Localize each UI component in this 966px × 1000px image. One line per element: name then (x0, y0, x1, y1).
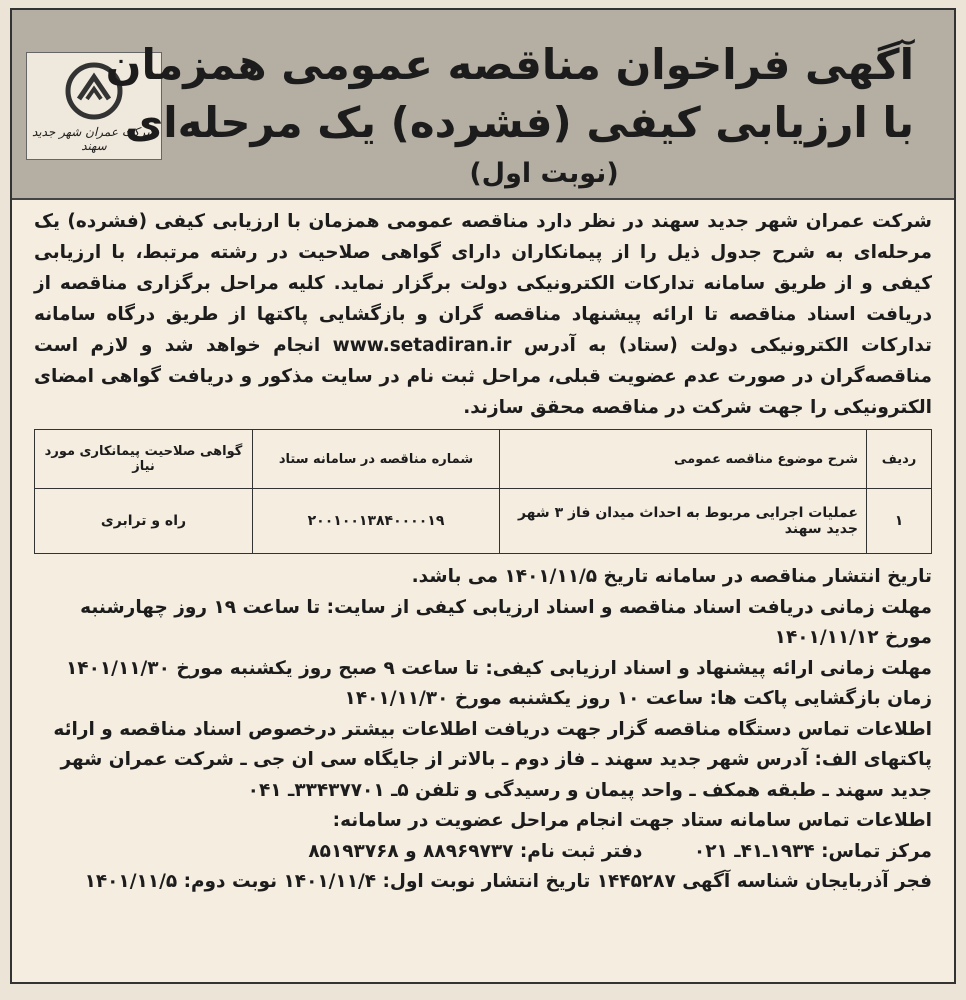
notice-header (12, 10, 954, 200)
cell-tender-number (253, 489, 500, 554)
table-header-row (35, 430, 932, 489)
setad-contact-numbers (34, 837, 932, 868)
company-logo-text: شرکت عمران شهر جدید سهند (31, 125, 157, 153)
publication-footer: فجر آذربایجان شناسه آگهی ۱۴۴۵۲۸۷ تاریخ انتشار نوبت اول: ۱۴۰۱/۱۱/۴ نوبت دوم: ۱۴۰۱/۱۱/۵ (84, 871, 932, 892)
headline-line-2: با ارزیابی کیفی (فشرده) یک مرحله‌ای (124, 98, 914, 147)
registration-office: دفتر ثبت نام: ۸۸۹۶۹۷۳۷ و ۸۵۱۹۳۷۶۸ (308, 840, 643, 862)
header-row-number: ردیف (867, 430, 932, 489)
intro-part-1: شرکت عمران شهر جدید سهند در نظر دارد مناقصه عمومی همزمان با ارزیابی کیفی (فشرده) یک مرحله‌ای به شرح جدول ذیل را از پیمانکاران دارای گواهی صلاحیت در رشته مرتبط، با ارزیابی کیفی و از طریق سامانه تدارکات الکترونیکی دولت برگزار نماید. کلیه مراحل برگزاری مناقصه از دریافت اسناد مناقصه تا ارائه پیشنهاد مناقصه گران و بازگشایی پاکتها از طریق درگاه سامانه تدارکات الکترونیکی دولت (ستاد) به آدرس (34, 211, 932, 356)
cell-row-number: ۱ (867, 489, 932, 554)
tender-table (34, 429, 932, 554)
publish-date: تاریخ انتشار مناقصه در سامانه تاریخ ۱۴۰۱/۱۱/۵ می باشد. (411, 566, 932, 587)
documents-deadline: مهلت زمانی دریافت اسناد مناقصه و اسناد ارزیابی کیفی از سایت: تا ساعت ۱۹ روز چهارشنبه مورخ ۱۴۰۱/۱۱/۱۲ (80, 596, 932, 648)
notice-details (34, 562, 932, 898)
contact-center: مرکز تماس: ۱۹۳۴ـ۴۱ـ ۰۲۱ (693, 840, 932, 862)
table-row (35, 489, 932, 554)
cell-certificate: راه و ترابری (35, 489, 253, 554)
header-certificate: گواهی صلاحیت پیمانکاری مورد نیاز (35, 430, 253, 489)
offer-deadline: مهلت زمانی ارائه پیشنهاد و اسناد ارزیابی کیفی: تا ساعت ۹ صبح روز یکشنبه مورخ ۱۴۰۱/۱۱/۳۰ (66, 657, 932, 679)
intro-paragraph (34, 206, 932, 423)
headline-line-1: آگهی فراخوان مناقصه عمومی همزمان (105, 40, 914, 89)
tender-notice (10, 8, 956, 984)
notice-headline (105, 36, 914, 194)
header-tender-number: شماره مناقصه در سامانه ستاد (253, 430, 500, 489)
contact-info: اطلاعات تماس دستگاه مناقصه گزار جهت دریافت اطلاعات بیشتر درخصوص اسناد مناقصه و ارائه پاکتهای الف: آدرس شهر جدید سهند ـ فاز دوم ـ بالاتر از جایگاه سی ان جی ـ شرکت عمران شهر جدید سهند ـ طبقه همکف ـ واحد پیمان و رسیدگی و تلفن ۵ـ ۳۳۴۳۷۷۰۱ـ ۰۴۱ (53, 718, 932, 801)
notice-body (12, 200, 954, 898)
opening-time: زمان بازگشایی پاکت ها: ساعت ۱۰ روز یکشنبه مورخ ۱۴۰۱/۱۱/۳۰ (344, 688, 932, 709)
header-description: شرح موضوع مناقصه عمومی (500, 430, 867, 489)
setad-contact-title: اطلاعات تماس سامانه ستاد جهت انجام مراحل عضویت در سامانه: (332, 810, 932, 831)
tender-number-value: ۲۰۰۱۰۰۱۳۸۴۰۰۰۰۱۹ (307, 513, 445, 529)
cell-description: عملیات اجرایی مربوط به احداث میدان فاز ۳ شهر جدید سهند (500, 489, 867, 554)
headline-round: (نوبت اول) (469, 158, 619, 189)
intro-part-2: انجام خواهد شد و لازم است مناقصه‌گران در صورت عدم عضویت قبلی، مراحل ثبت نام در سایت مذکور و دریافت گواهی امضای الکترونیکی را جهت شرکت در مناقصه محقق سازند. (34, 335, 932, 418)
setad-url-link[interactable]: www.setadiran.ir (332, 335, 512, 356)
